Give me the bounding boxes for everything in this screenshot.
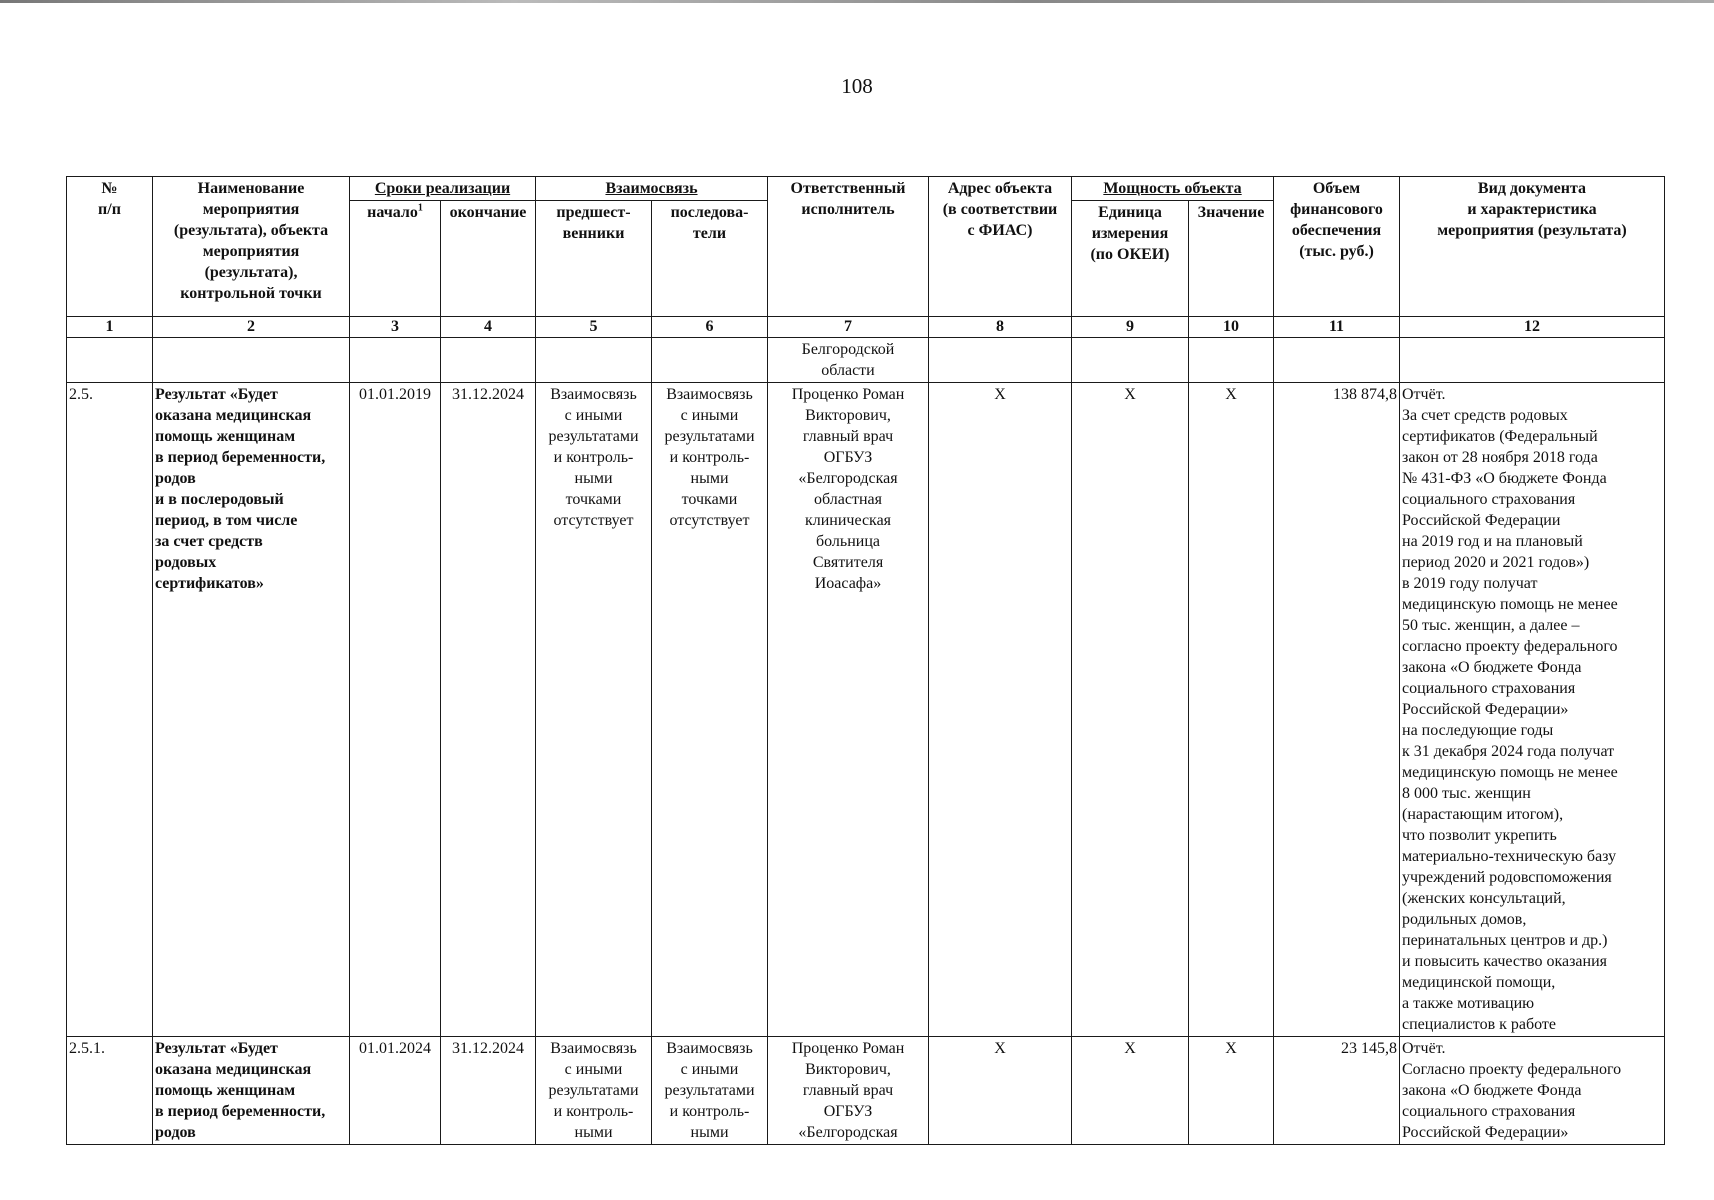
header-value: Значение (1189, 201, 1274, 317)
row-predecessors: Взаимосвязь с иными результатами и контроль- ными точками отсутствует (536, 383, 652, 1037)
continuation-row (67, 338, 1665, 383)
measures-table (66, 176, 1665, 1145)
column-number: 3 (350, 317, 441, 338)
header-start: начало$^1$ (350, 201, 441, 317)
header-successors: последова- тели (652, 201, 768, 317)
header-num: № п/п (67, 177, 153, 317)
column-number: 8 (929, 317, 1072, 338)
row-successors: Взаимосвязь с иными результатами и контроль- ными (652, 1037, 768, 1145)
column-number: 6 (652, 317, 768, 338)
column-number: 4 (441, 317, 536, 338)
row-number: 2.5.1. (67, 1037, 153, 1145)
row-name: Результат «Будет оказана медицинская помощь женщинам в период беременности, родов и в послеродовый период, в том числе за счет средств родовых сертификатов» (153, 383, 350, 1037)
column-number: 7 (768, 317, 929, 338)
column-number: 9 (1072, 317, 1189, 338)
row-financing: 138 874,8 (1274, 383, 1400, 1037)
row-successors: Взаимосвязь с иными результатами и контроль- ными точками отсутствует (652, 383, 768, 1037)
column-number: 10 (1189, 317, 1274, 338)
header-address: Адрес объекта (в соответствии с ФИАС) (929, 177, 1072, 317)
table-row (67, 383, 1665, 1037)
row-unit: X (1072, 1037, 1189, 1145)
page-number: 108 (841, 74, 873, 98)
header-link: Взаимосвязь (536, 177, 768, 201)
column-number: 2 (153, 317, 350, 338)
row-start-date: 01.01.2024 (350, 1037, 441, 1145)
header-end: окончание (441, 201, 536, 317)
column-number: 11 (1274, 317, 1400, 338)
row-address: X (929, 383, 1072, 1037)
row-end-date: 31.12.2024 (441, 1037, 536, 1145)
header-name: Наименование мероприятия (результата), объекта мероприятия (результата), контрольной точки (153, 177, 350, 317)
row-start-date: 01.01.2019 (350, 383, 441, 1037)
row-number: 2.5. (67, 383, 153, 1037)
row-predecessors: Взаимосвязь с иными результатами и контроль- ными (536, 1037, 652, 1145)
row-value: X (1189, 383, 1274, 1037)
row-responsible: Проценко Роман Викторович, главный врач ОГБУЗ «Белгородская (768, 1037, 929, 1145)
column-number-row (67, 317, 1665, 338)
header-terms: Сроки реализации (350, 177, 536, 201)
header-document: Вид документа и характеристика мероприятия (результата) (1400, 177, 1665, 317)
row-document: Отчёт. Согласно проекту федерального закона «О бюджете Фонда социального страхования Российской Федерации» (1400, 1037, 1665, 1145)
column-number: 1 (67, 317, 153, 338)
header-row-1 (67, 177, 1665, 201)
continuation-responsible: Белгородской области (768, 338, 929, 383)
header-unit: Единица измерения (по ОКЕИ) (1072, 201, 1189, 317)
header-financing: Объем финансового обеспечения (тыс. руб.) (1274, 177, 1400, 317)
footnote-mark: 1 (417, 202, 423, 214)
row-unit: X (1072, 383, 1189, 1037)
scan-edge (0, 0, 1714, 3)
row-financing: 23 145,8 (1274, 1037, 1400, 1145)
column-number: 12 (1400, 317, 1665, 338)
row-document: Отчёт. За счет средств родовых сертификатов (Федеральный закон от 28 ноября 2018 года № 431-ФЗ «О бюджете Фонда социального страхования Российской Федерации на 2019 год и на плановый период 2020 и 2021 годов») в 2019 году получат медицинскую помощь не менее 50 тыс. женщин, а далее – согласно проекту федерального закона «О бюджете Фонда социального страхования Российской Федерации» на последующие годы к 31 декабря 2024 года получат медицинскую помощь не менее 8 000 тыс. женщин (нарастающим итогом), что позволит укрепить материально-техническую базу учреждений родовспоможения (женских консультаций, родильных домов, перинатальных центров и др.) и повысить качество оказания медицинской помощи, а также мотивацию специалистов к работе (1400, 383, 1665, 1037)
row-end-date: 31.12.2024 (441, 383, 536, 1037)
table-row (67, 1037, 1665, 1145)
header-responsible: Ответственный исполнитель (768, 177, 929, 317)
column-number: 5 (536, 317, 652, 338)
header-capacity: Мощность объекта (1072, 177, 1274, 201)
row-value: X (1189, 1037, 1274, 1145)
header-predecessors: предшест- венники (536, 201, 652, 317)
row-address: X (929, 1037, 1072, 1145)
row-responsible: Проценко Роман Викторович, главный врач ОГБУЗ «Белгородская областная клиническая больница Святителя Иоасафа» (768, 383, 929, 1037)
row-name: Результат «Будет оказана медицинская помощь женщинам в период беременности, родов (153, 1037, 350, 1145)
